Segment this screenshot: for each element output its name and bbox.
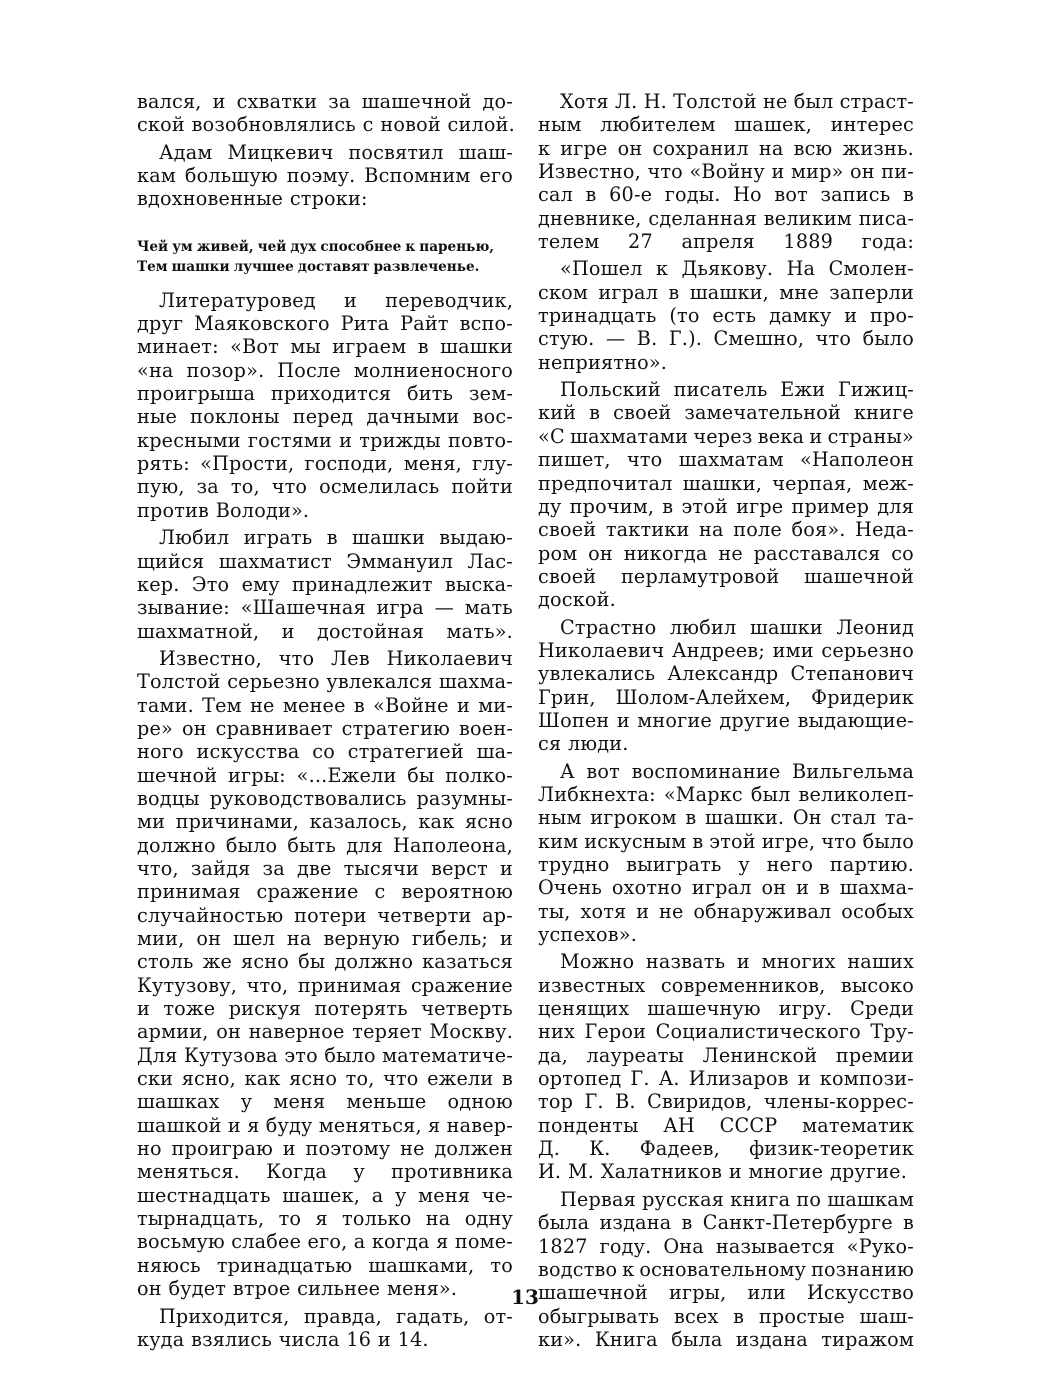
text-line: и тоже рискуя потерять четверть <box>137 997 513 1021</box>
text-line: Толстой серьезно увлекался шахма- <box>137 670 513 694</box>
text-line: должно было быть для Наполеона, <box>137 833 513 857</box>
text-line: водство к основательному познанию <box>538 1257 914 1281</box>
text-line: вался, и схватки за шашечной до- <box>137 90 513 113</box>
text-line: Любил играть в шашки выдаю- <box>159 526 513 550</box>
text-line: шестнадцать шашек, а у меня че- <box>137 1183 513 1207</box>
text-line: мии, он шел на верную гибель; и <box>137 927 513 950</box>
text-line: пую, за то, что осмелилась пойти <box>137 475 513 499</box>
text-line: друг Маяковского Рита Райт вспо- <box>137 312 513 336</box>
text-line: куда взялись числа 16 и 14. <box>137 1327 429 1351</box>
text-line: зывание: «Шашечная игра — мать <box>137 596 513 620</box>
text-line: Кутузову, что, принимая сражение <box>137 973 513 997</box>
text-line: ду прочим, в этой игре пример для <box>538 494 914 518</box>
text-line: ки». Книга была издана тиражом <box>538 1327 914 1351</box>
text-line: была издана в Санкт-Петербурге в <box>538 1211 914 1235</box>
text-line: стую. — В. Г.). Смешно, что было <box>538 327 914 351</box>
text-line: Чей ум живей, чей дух способнее к паренью, <box>137 238 495 255</box>
text-line: Известно, что «Войну и мир» он пи- <box>538 160 914 184</box>
text-line: минает: «Вот мы играем в шашки <box>137 335 513 359</box>
text-line: ные поклоны перед дачными вос- <box>137 405 513 429</box>
text-line: шашках у меня меньше одною <box>137 1090 513 1114</box>
text-line: шашкой и я буду меняться, я навер- <box>137 1113 513 1137</box>
text-line: своей перламутровой шашечной <box>538 564 914 588</box>
text-line: ском играл в шашки, мне заперли <box>538 280 914 304</box>
text-line: столь же ясно бы должно казаться <box>137 950 513 974</box>
page-number: 13 <box>511 1285 539 1309</box>
text-line: тами. Тем не менее в «Войне и ми- <box>137 693 513 717</box>
text-line: предпочитал шашки, черпая, меж- <box>538 471 914 495</box>
text-line: он будет втрое сильнее меня». <box>137 1277 458 1301</box>
text-line: ре» он сравнивает стратегию воен- <box>137 716 513 740</box>
text-line: шечной игры: «...Ежели бы полко- <box>137 763 513 787</box>
text-line: няюсь тринадцатью шашками, то <box>137 1253 513 1277</box>
text-line: Страстно любил шашки Леонид <box>560 615 914 639</box>
text-line: тринадцать (то есть дамку и про- <box>538 304 914 328</box>
text-line: меняться. Когда у противника <box>137 1160 513 1184</box>
text-line: Шопен и многие другие выдающие- <box>538 708 914 732</box>
text-line: А вот воспоминание Вильгельма <box>560 759 914 783</box>
text-line: своей тактики на поле боя». Неда- <box>538 518 914 542</box>
text-line: водцы руководствовались разумны- <box>137 786 513 810</box>
text-line: Известно, что Лев Николаевич <box>159 646 513 670</box>
text-line: ким искусным в этой игре, что было <box>538 829 914 853</box>
text-line: принимая сражение с вероятною <box>137 880 513 904</box>
text-line: кам большую поэму. Вспомним его <box>137 164 513 188</box>
text-line: Польский писатель Ежи Гижиц- <box>560 378 914 402</box>
text-line: тырнадцать, то я только на одну <box>137 1207 513 1231</box>
poem-quote <box>137 237 513 277</box>
text-line: Николаевич Андреев; ими серьезно <box>538 638 914 662</box>
text-line: Хотя Л. Н. Толстой не был страст- <box>560 90 914 113</box>
text-line: ски ясно, как ясно то, что ежели в <box>137 1067 513 1091</box>
text-line: против Володи». <box>137 498 310 522</box>
text-line: вдохновенные строки: <box>137 187 368 211</box>
text-line: ми причинами, казалось, как ясно <box>137 810 513 834</box>
text-line: «Пошел к Дьякову. На Смолен- <box>560 257 914 281</box>
text-line: Грин, Шолом-Алейхем, Фридерик <box>538 685 914 709</box>
text-line: неприятно». <box>538 350 668 374</box>
text-line: ным любителем шашек, интерес <box>538 113 914 137</box>
text-line: Литературовед и переводчик, <box>159 288 513 312</box>
text-line: кер. Это ему принадлежит выска- <box>137 572 513 596</box>
left-column <box>137 90 513 1351</box>
text-line: Тем шашки лучшее доставят развлеченье. <box>137 258 480 275</box>
right-column <box>538 90 914 1351</box>
text-line: проигрыша приходится бить зем- <box>137 382 513 406</box>
text-line: шахматной, и достойная мать». <box>137 619 513 643</box>
text-line: сал в 60-е годы. Но вот запись в <box>538 183 914 207</box>
text-line: Для Кутузова это было математиче- <box>137 1043 513 1067</box>
text-line: телем 27 апреля 1889 года: <box>538 230 914 254</box>
text-line: известных современников, высоко <box>538 973 914 997</box>
text-line: Приходится, правда, гадать, от- <box>159 1304 513 1328</box>
text-line: ного искусства со стратегией ша- <box>137 740 513 764</box>
text-line: «С шахматами через века и страны» <box>538 424 914 448</box>
text-line: Можно назвать и многих наших <box>560 950 914 974</box>
text-line: Д. К. Фадеев, физик-теоретик <box>538 1137 914 1161</box>
text-line: И. М. Халатников и многие другие. <box>538 1160 908 1184</box>
text-line: Либкнехта: «Маркс был великолеп- <box>538 782 914 806</box>
text-line: но проиграю и поэтому не должен <box>137 1137 513 1161</box>
text-line: да, лауреаты Ленинской премии <box>538 1043 914 1067</box>
text-line: доской. <box>538 588 616 612</box>
text-line: щийся шахматист Эммануил Лас- <box>137 549 513 573</box>
text-line: ортопед Г. А. Илизаров и компози- <box>538 1067 914 1091</box>
text-line: обыгрывать всех в простые шаш- <box>538 1304 914 1328</box>
text-line: успехов». <box>538 923 637 947</box>
text-line: увлекались Александр Степанович <box>538 662 914 686</box>
text-line: что, зайдя за две тысячи верст и <box>137 856 513 880</box>
text-line: армии, он наверное теряет Москву. <box>137 1020 513 1044</box>
text-line: ты, хотя и не обнаруживал особых <box>538 899 914 923</box>
text-line: кий в своей замечательной книге <box>538 401 914 425</box>
text-line: «на позор». После молниеносного <box>137 358 513 382</box>
text-line: трудно выиграть у него партию. <box>538 853 914 876</box>
text-line: них Герои Социалистического Тру- <box>538 1020 914 1044</box>
text-line: Очень охотно играл он и в шахма- <box>538 876 914 900</box>
text-line: ным игроком в шашки. Он стал та- <box>538 806 914 830</box>
text-line: дневнике, сделанная великим писа- <box>538 206 914 230</box>
text-line: 1827 году. Она называется «Руко- <box>538 1234 914 1258</box>
text-line: кресными гостями и трижды повто- <box>137 428 513 452</box>
text-line: Адам Мицкевич посвятил шаш- <box>159 140 513 164</box>
text-line: рять: «Прости, господи, меня, глу- <box>137 452 513 476</box>
text-line: ценящих шашечную игру. Среди <box>538 997 914 1021</box>
text-line: к игре он сохранил на всю жизнь. <box>538 136 914 160</box>
text-line: пишет, что шахматам «Наполеон <box>538 448 914 472</box>
text-line: тор Г. В. Свиридов, члены-коррес- <box>538 1090 914 1114</box>
text-line: ром он никогда не расставался со <box>538 541 914 565</box>
text-line: случайностью потери четверти ар- <box>137 903 513 927</box>
text-line: восьмую слабее его, а когда я поме- <box>137 1230 513 1254</box>
text-line: Первая русская книга по шашкам <box>560 1187 914 1211</box>
text-line: шашечной игры, или Искусство <box>538 1281 914 1305</box>
text-line: ся люди. <box>538 732 629 756</box>
text-line: ской возобновлялись с новой силой. <box>137 113 515 137</box>
text-line: понденты АН СССР математик <box>538 1113 914 1137</box>
